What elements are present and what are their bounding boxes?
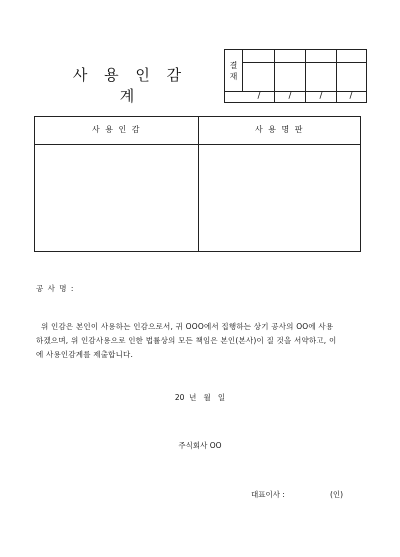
seal-table bbox=[34, 116, 361, 252]
approval-slash: / bbox=[257, 91, 261, 101]
nameplate-impression-area bbox=[199, 145, 360, 251]
approval-slash: / bbox=[288, 91, 292, 101]
statement-line: 하겠으며, 위 인감사용으로 인한 법률상의 모든 책임은 본인(본사)이 질 것을 서약하고, 이 bbox=[36, 336, 337, 345]
approval-row-divider bbox=[242, 62, 366, 63]
representative-label: 대표이사 : bbox=[251, 490, 285, 499]
approval-divider bbox=[336, 50, 337, 102]
statement-line: 에 사용인감계를 제출합니다. bbox=[36, 350, 134, 359]
approval-divider bbox=[305, 50, 306, 102]
company-label: 공 사 명 : bbox=[36, 284, 75, 293]
approval-slash: / bbox=[349, 91, 353, 101]
statement-line: 위 인감은 본인이 사용하는 인감으로서, 귀 OOO에서 집행하는 상기 공사의 OO에 사용 bbox=[41, 322, 334, 331]
seal-impression-area bbox=[35, 145, 198, 251]
approval-box bbox=[224, 49, 367, 103]
approval-slash: / bbox=[319, 91, 323, 101]
company-name: 주식회사 OO bbox=[178, 441, 222, 450]
approval-divider bbox=[274, 50, 275, 102]
approval-label-line1: 결 bbox=[229, 61, 238, 70]
approval-label-line2: 재 bbox=[229, 72, 238, 81]
statement-paragraph bbox=[36, 320, 362, 362]
seal-mark: (인) bbox=[330, 490, 344, 499]
header-nameplate: 사 용 명 판 bbox=[254, 125, 305, 134]
approval-label bbox=[225, 50, 243, 92]
document-title: 사 용 인 감 계 bbox=[72, 66, 188, 105]
date-line: 20 년 월 일 bbox=[174, 393, 226, 402]
header-seal: 사 용 인 감 bbox=[91, 125, 142, 134]
